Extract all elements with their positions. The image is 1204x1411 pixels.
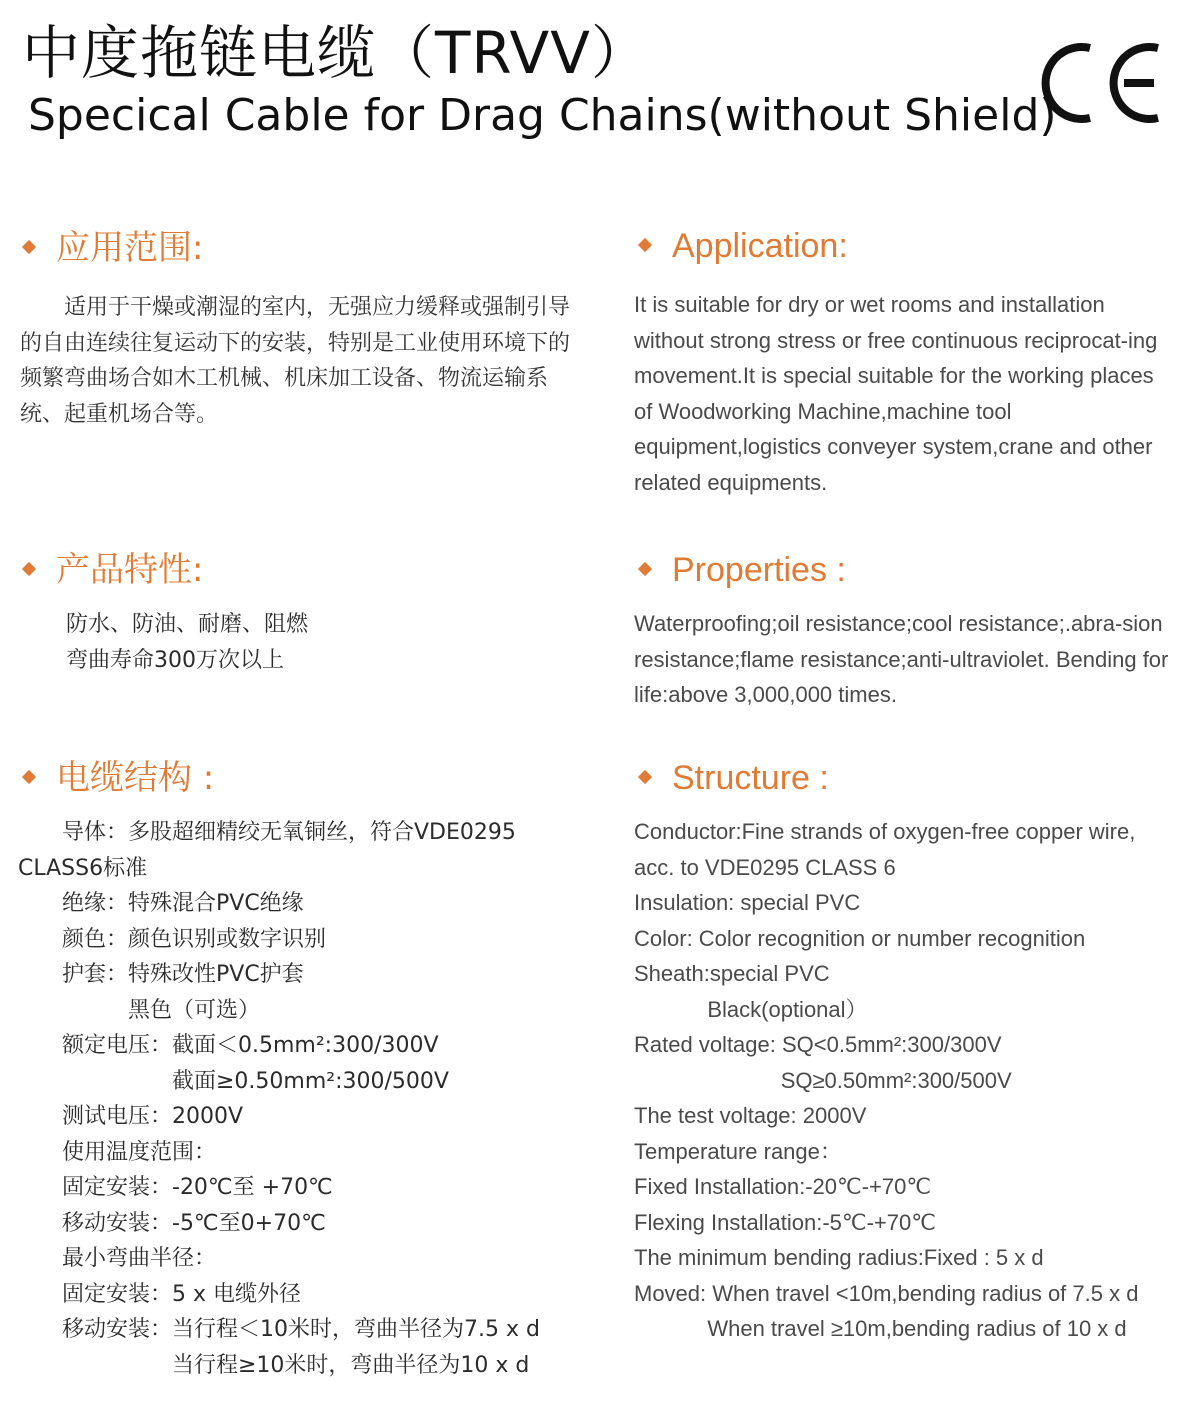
structure-line: Insulation: special PVC [634, 890, 861, 915]
application-text-cn: 适用于干燥或潮湿的室内，无强应力缓释或强制引导的自由连续往复运动下的安装，特别是工业使用环境下的频繁弯曲场合如木工机械、机床加工设备、物流运输系统、起重机场合等。 [20, 295, 571, 427]
structure-line: Conductor:Fine strands of oxygen-free copper wire, [634, 819, 1136, 844]
diamond-bullet-icon [22, 561, 36, 575]
properties-list-cn [66, 607, 308, 678]
properties-text-en: Waterproofing;oil resistance;cool resistance;.abra-sion resistance;flame resistance;anti-ultraviolet. Bending for life:above 3,000,000 times. [634, 611, 1169, 707]
structure-line: Color: Color recognition or number recognition [634, 925, 1086, 951]
structure-line: 固定安装：-20℃至 +70℃ [18, 1175, 333, 1200]
diamond-bullet-icon [22, 239, 36, 253]
application-text-en: It is suitable for dry or wet rooms and installation without strong stress or free continuous reciprocat-ing movement.It is special suitable for the working places of Woodworking Machine,machine tool equipment,logistics conveyer system,crane and other related equipments. [634, 292, 1158, 495]
structure-line: 护套：特殊改性PVC护套 [18, 962, 304, 987]
structure-line: SQ≥0.50mm²:300/500V [634, 1067, 1012, 1093]
structure-line: 固定安装：5 x 电缆外径 [18, 1281, 302, 1307]
structure-line: CLASS6标准 [18, 855, 148, 881]
structure-line: 黑色（可选） [18, 997, 261, 1023]
structure-line: 最小弯曲半径： [18, 1246, 217, 1271]
structure-line: 绝缘：特殊混合PVC绝缘 [18, 891, 304, 916]
structure-line: Sheath:special PVC [634, 961, 830, 986]
structure-line: 额定电压：截面＜0.5mm²:300/300V [18, 1033, 439, 1058]
structure-line: 当行程≥10米时，弯曲半径为10 x d [18, 1352, 530, 1378]
diamond-bullet-icon [638, 238, 652, 252]
structure-list-cn [18, 815, 540, 1383]
structure-line: 颜色：颜色识别或数字识别 [18, 926, 327, 952]
structure-line: Rated voltage: SQ<0.5mm²:300/300V [634, 1032, 1002, 1057]
structure-line: 截面≥0.50mm²:300/500V [18, 1068, 449, 1094]
structure-line: 移动安装：-5℃至0+70℃ [18, 1210, 326, 1236]
properties-line: 防水、防油、耐磨、阻燃 [66, 612, 309, 637]
page-title-chinese: 中度拖链电缆（TRVV） [22, 19, 650, 87]
structure-line: Temperature range： [634, 1138, 842, 1164]
heading-structure-cn: 电缆结构 : [18, 758, 214, 798]
structure-line: Fixed Installation:-20℃-+70℃ [634, 1174, 932, 1199]
heading-structure-en: Structure : [634, 758, 829, 798]
heading-properties-cn: 产品特性: [18, 550, 203, 590]
page-title-english: Specical Cable for Drag Chains(without Shield) [28, 90, 1057, 141]
structure-line: 测试电压：2000V [18, 1104, 244, 1129]
structure-line: When travel ≥10m,bending radius of 10 x d [634, 1316, 1127, 1341]
heading-properties-en: Properties : [634, 550, 846, 590]
structure-line: Flexing Installation:-5℃-+70℃ [634, 1209, 936, 1235]
structure-line: The minimum bending radius:Fixed : 5 x d [634, 1245, 1044, 1270]
structure-line: Black(optional） [634, 996, 868, 1022]
structure-line: 导体：多股超细精绞无氧铜丝，符合VDE0295 [18, 820, 516, 845]
structure-list-en [634, 814, 1138, 1347]
heading-application-en: Application: [634, 226, 848, 266]
structure-line: Moved: When travel <10m,bending radius of 7.5 x d [634, 1280, 1139, 1306]
heading-application-cn: 应用范围: [18, 228, 203, 268]
diamond-bullet-icon [22, 769, 36, 783]
diamond-bullet-icon [638, 770, 652, 784]
diamond-bullet-icon [638, 562, 652, 576]
structure-line: 使用温度范围： [18, 1139, 217, 1165]
structure-line: 移动安装：当行程＜10米时，弯曲半径为7.5 x d [18, 1317, 540, 1342]
structure-line: The test voltage: 2000V [634, 1103, 867, 1128]
properties-line: 弯曲寿命300万次以上 [66, 647, 284, 673]
ce-mark-icon [1040, 38, 1164, 128]
structure-line: acc. to VDE0295 CLASS 6 [634, 854, 896, 880]
